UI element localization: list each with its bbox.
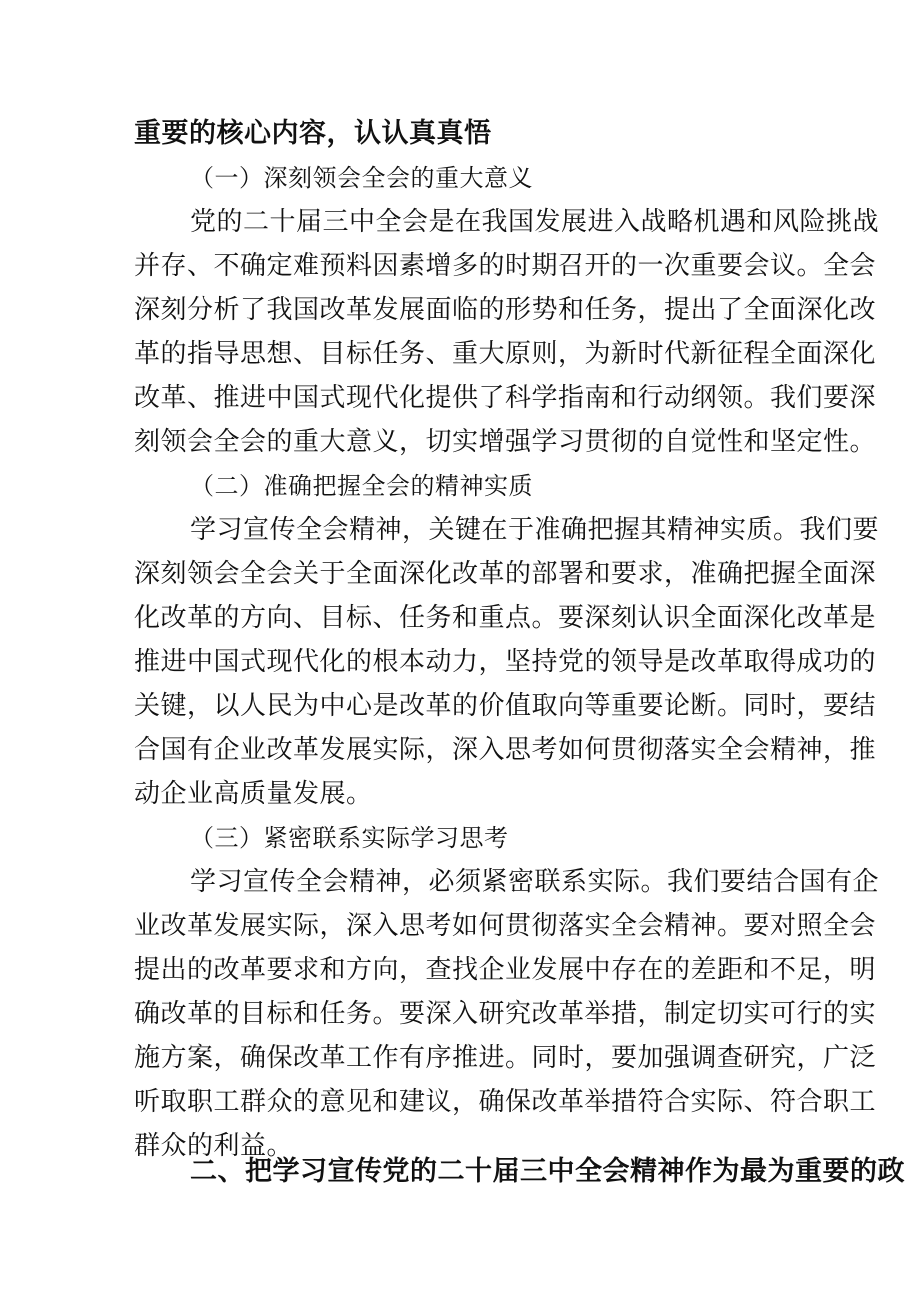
- section-title: （一）深刻领会全会的重大意义: [190, 164, 533, 192]
- paragraph-line: 改革、推进中国式现代化提供了科学指南和行动纲领。我们要深: [134, 383, 877, 413]
- next-section-heading: 二、把学习宣传党的二十届三中全会精神作为最为重要的政: [190, 1156, 905, 1187]
- paragraph-line: 推进中国式现代化的根本动力，坚持党的领导是改革取得成功的: [134, 647, 877, 677]
- paragraph-line: 提出的改革要求和方向，查找企业发展中存在的差距和不足，明: [134, 955, 877, 985]
- paragraph-line: 群众的利益。: [134, 1131, 294, 1161]
- paragraph-line: 施方案，确保改革工作有序推进。同时，要加强调查研究，广泛: [134, 1043, 877, 1073]
- paragraph-line: 动企业高质量发展。: [134, 779, 373, 809]
- paragraph-line: 深刻分析了我国改革发展面临的形势和任务，提出了全面深化改: [134, 295, 877, 325]
- paragraph-line: 学习宣传全会精神，必须紧密联系实际。我们要结合国有企: [190, 867, 880, 897]
- paragraph-line: 刻领会全会的重大意义，切实增强学习贯彻的自觉性和坚定性。: [134, 427, 877, 457]
- paragraph-line: 关键，以人民为中心是改革的价值取向等重要论断。同时，要结: [134, 691, 877, 721]
- section-title: （三）紧密联系实际学习思考: [190, 824, 509, 852]
- paragraph-line: 化改革的方向、目标、任务和重点。要深刻认识全面深化改革是: [134, 603, 877, 633]
- paragraph-line: 确改革的目标和任务。要深入研究改革举措，制定切实可行的实: [134, 999, 877, 1029]
- paragraph-line: 合国有企业改革发展实际，深入思考如何贯彻落实全会精神，推: [134, 735, 877, 765]
- paragraph-line: 业改革发展实际，深入思考如何贯彻落实全会精神。要对照全会: [134, 911, 877, 941]
- paragraph-line: 学习宣传全会精神，关键在于准确把握其精神实质。我们要: [190, 515, 880, 545]
- intro-heading-tail: 重要的核心内容，认认真真悟: [134, 118, 492, 149]
- section-title: （二）准确把握全会的精神实质: [190, 472, 533, 500]
- paragraph-line: 并存、不确定难预料因素增多的时期召开的一次重要会议。全会: [134, 251, 877, 281]
- paragraph-line: 党的二十届三中全会是在我国发展进入战略机遇和风险挑战: [190, 207, 880, 237]
- paragraph-line: 听取职工群众的意见和建议，确保改革举措符合实际、符合职工: [134, 1087, 877, 1117]
- paragraph-line: 深刻领会全会关于全面深化改革的部署和要求，准确把握全面深: [134, 559, 877, 589]
- paragraph-line: 革的指导思想、目标任务、重大原则，为新时代新征程全面深化: [134, 339, 877, 369]
